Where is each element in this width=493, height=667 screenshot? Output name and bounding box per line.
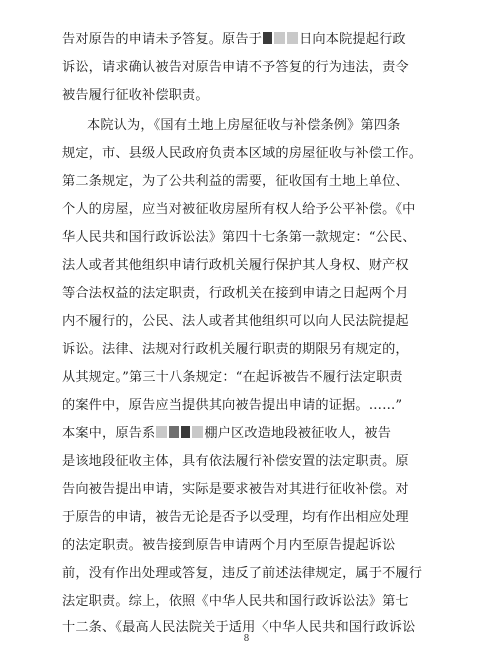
text-line-10: 等合法权益的法定职责，行政机关在接到申请之日起两个月	[62, 286, 409, 301]
redaction-mark	[156, 426, 167, 438]
redaction-mark	[192, 426, 203, 438]
text-line-3: 被告履行征收补偿职责。	[62, 88, 209, 103]
text-line-11: 内不履行的，公民、法人或者其他组织可以向人民法院提起	[62, 314, 409, 329]
text-line-17: 告向被告提出申请，实际是要求被告对其进行征收补偿。对	[62, 482, 409, 497]
text-line-2: 诉讼，请求确认被告对原告申请不予答复的行为违法，责令	[62, 60, 409, 75]
text-line-12: 诉讼。法律、法规对行政机关履行职责的期限另有规定的，	[62, 342, 409, 357]
text-segment: 日向本院提起行政	[299, 32, 406, 47]
text-line-20: 前，没有作出处理或答复，违反了前述法律规定，属于不履行	[62, 566, 423, 581]
text-line-13: 从其规定。”第三十八条规定：“在起诉被告不履行法定职责	[62, 370, 403, 385]
text-segment: 本案中，原告系	[62, 426, 156, 441]
text-line-8: 华人民共和国行政诉讼法》第四十七条第一款规定：“公民、	[62, 230, 416, 245]
text-segment: 棚户区改造地段被征收人，被告	[204, 426, 392, 441]
paragraph-start-line: 本院认为，《国有土地上房屋征收与补偿条例》第四条	[87, 118, 401, 133]
text-line-16: 是该地段征收主体，具有依法履行补偿安置的法定职责。原	[62, 454, 409, 469]
text-line-7: 个人的房屋，应当对被征收房屋所有权人给予公平补偿。《中	[62, 202, 416, 217]
text-segment: 告对原告的申请未予答复。原告于	[62, 32, 263, 47]
text-line-1	[62, 29, 436, 51]
redaction-mark	[274, 32, 285, 44]
text-line-14: 的案件中，原告应当提供其向被告提出申请的证据。……”	[62, 398, 403, 413]
text-line-6: 第二条规定，为了公共利益的需要，征收国有土地上单位、	[62, 174, 409, 189]
text-line-9: 法人或者其他组织申请行政机关履行保护其人身权、财产权	[62, 258, 409, 273]
text-line-15	[62, 423, 436, 445]
redaction-mark	[263, 32, 272, 44]
text-line-5: 规定，市、县级人民政府负责本区域的房屋征收与补偿工作。	[62, 146, 423, 161]
redaction-mark	[181, 426, 190, 438]
redaction-mark	[287, 32, 298, 44]
redaction-mark	[169, 426, 179, 438]
text-line-18: 于原告的申请，被告无论是否予以受理，均有作出相应处理	[62, 510, 409, 525]
text-line-22: 十二条、《最高人民法院关于适用〈中华人民共和国行政诉讼	[62, 620, 416, 635]
text-line-21: 法定职责。综上，依照《中华人民共和国行政诉讼法》第七	[62, 594, 409, 609]
text-line-19: 的法定职责。被告接到原告申请两个月内至原告提起诉讼	[62, 538, 396, 553]
page-number: 8	[243, 634, 250, 644]
